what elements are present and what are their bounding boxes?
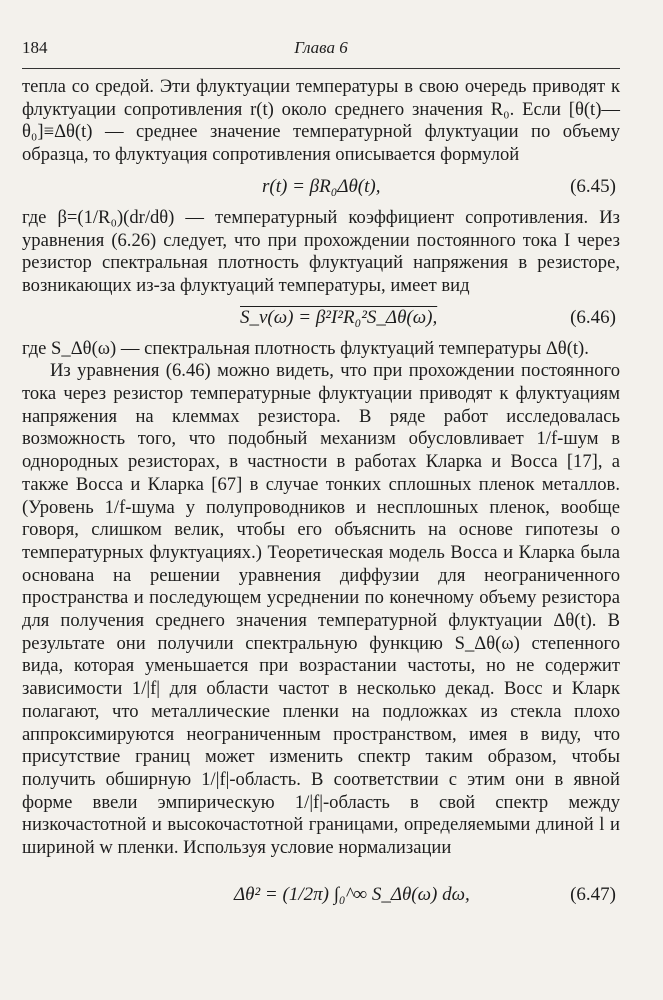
equation-number: (6.46) xyxy=(570,306,616,328)
equation-formula: Δθ² = (1/2π) ∫₀^∞ S_Δθ(ω) dω, xyxy=(234,883,470,905)
page-body xyxy=(22,76,620,952)
equation-6-45 xyxy=(22,167,620,207)
paragraph-1: тепла со средой. Эти флуктуации температуры в свою очередь приводят к флуктуации сопротивления r(t) около среднего значения R₀. Если [θ(t)—θ₀]≡Δθ(t) — среднее значение температурной флуктуации по объему образца, то флуктуация сопротивления описывается формулой xyxy=(22,76,620,166)
equation-6-47 xyxy=(22,860,620,952)
paragraph-2: где β=(1/R₀)(dr/dθ) — температурный коэффициент сопротивления. Из уравнения (6.26) следует, что при прохождении постоянного тока I через резистор спектральная плотность флуктуаций напряжения в резисторе, возникающих из-за флуктуаций температуры, имеет вид xyxy=(22,206,620,296)
header-rule xyxy=(22,68,620,69)
chapter-title: Глава 6 xyxy=(294,38,348,57)
equation-formula: r(t) = βR₀Δθ(t), xyxy=(262,175,381,197)
paragraph-4: Из уравнения (6.46) можно видеть, что при прохождении постоянного тока через резистор температурные флуктуации приводят к флуктуациям напряжения на клеммах резистора. В ряде работ исследовалась возможность того, что подобный механизм обусловливает 1/f-шум в однородных резисторах, в частности в работах Кларка и Восса [17], а также Восса и Кларка [67] в случае тонких сплошных пленок металлов. (Уровень 1/f-шума у полупроводников и несплошных пленок, вообще говоря, слишком велик, чтобы его объяснить на основе гипотезы о температурных флуктуациях.) Теоретическая модель Восса и Кларка была основана на решении уравнения диффузии для неограниченного пространства и последующем усреднении по конечному объему резистора для получения среднего значения температурной флуктуации Δθ(t). В результате они получили спектральную функцию S_Δθ(ω) степенного вида, которая уменьшается при возрастании частоты, но не содержит зависимости 1/|f| для области частот в несколько декад. Восс и Кларк полагают, что металлические пленки на подложках из стекла плохо аппроксимируются неограниченным пространством, имея в виду, что присутствие границ может изменить спектр таким образом, чтобы получить обширную 1/|f|-область. В соответствии с этим они в явной форме ввели эмпирическую 1/|f|-область в свой спектр между низкочастотной и высокочастотной границами, определяемыми длиной l и шириной w пленки. Используя условие нормализации xyxy=(22,360,620,859)
equation-number: (6.47) xyxy=(570,883,616,905)
equation-6-46 xyxy=(22,298,620,338)
paragraph-3: где S_Δθ(ω) — спектральная плотность флуктуаций температуры Δθ(t). xyxy=(22,337,589,359)
equation-formula: S_v(ω) = β²I²R₀²S_Δθ(ω), xyxy=(240,306,438,328)
equation-number: (6.45) xyxy=(570,175,616,197)
page-number: 184 xyxy=(22,38,48,57)
